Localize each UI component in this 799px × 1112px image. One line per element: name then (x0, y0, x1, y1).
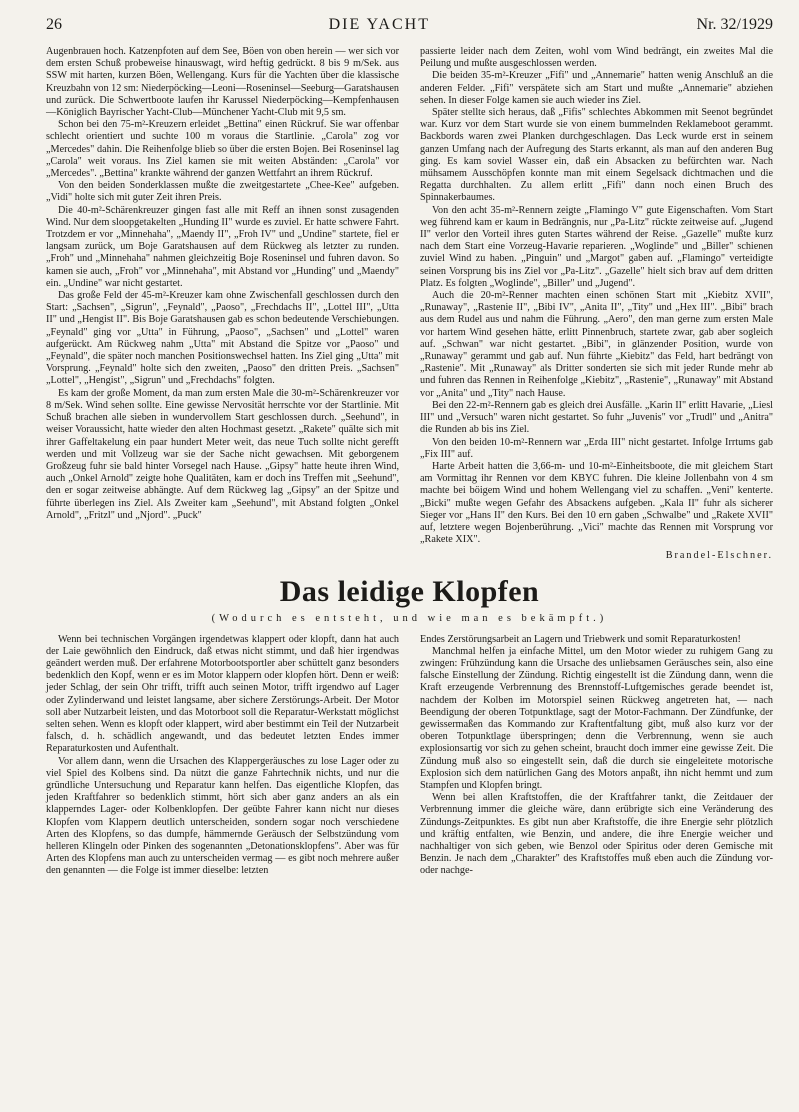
paragraph: passierte leider nach dem Zeiten, wohl vom Wind bedrängt, ein zweites Mal die Peilung und mußte ausgeschlossen werden. (420, 46, 773, 70)
paragraph: Von den beiden 10-m²-Rennern war „Erda III" nicht gestartet. Infolge Irrtums gab „Fix III" auf. (420, 436, 773, 460)
paragraph: Manchmal helfen ja einfache Mittel, um den Motor wieder zu ruhigem Gang zu zwingen: Frühzündung kann die Ursache des unliebsamen Geräusches sein, also eine falsche Einstellung der Zündung. Richtig eingestellt ist die Zündung dann, wenn die Kraft erzeugende Verbrennung des Brennstoff-Luftgemisches gerade beendet ist, nachdem der Kolben im Motorspiel seinen Rückweg angetreten hat, — nach Beendigung der oberen Totpunktlage, sagt der Motor-Fachmann. Der Zündfunke, der gewissermaßen das Kommando zur Kraftentfaltung gibt, muß also kurz vor der oberen Totpunktlage überspringen; denn die Verbrennung, wenn sie auch explosionsartig vor sich zu gehen scheint, braucht doch immer eine gewisse Zeit. Die Zündung muß also so eingestellt sein, daß die durch sie eingeleitete motorische Explosion sich dem natürlichen Gang des Motors anpaßt, ihn nicht hemmt und zum Stampfen und Klopfen bringt. (420, 645, 773, 791)
paragraph: Schon bei den 75-m²-Kreuzern erleidet „Bettina" einen Rückruf. Sie war offenbar schlecht orientiert und suchte 100 m voraus die Startlinie. „Carola" zog vor „Mercedes" dahin. Die Reihenfolge blieb so über die ersten Bojen. Bei Roseninsel lag „Carola" weit voraus. Ins Ziel kamen sie mit weiten Abständen: „Carola" vor „Mercedes". „Bettina" krankte während der ganzen Wettfahrt an ihrem Rückruf. (46, 119, 399, 180)
paragraph: Von den acht 35-m²-Rennern zeigte „Flamingo V" gute Eigenschaften. Vom Start weg führend kam er kaum in Bedrängnis, nur „Pa-Litz" rückte zeitweise auf. „Jugend II" verlor den Vorteil ihres guten Startes während der Reise. „Gazelle" mußte kurz nach dem Start eine Vorzeug-Havarie reparieren. „Woglinde" und „Biller" schienen zuviel Wind zu haben. „Pinguin" und „Margot" gaben auf. „Flamingo" verteidigte seinen Vorsprung bis ins Ziel vor „Pa-Litz". „Gazelle" hielt sich brav auf dem dritten Platz. Es folgten „Woglinde", „Biller" und „Jugend". (420, 204, 773, 289)
page-header (46, 16, 773, 40)
paragraph: Vor allem dann, wenn die Ursachen des Klappergeräusches zu lose Lager oder zu viel Spiel des Kolbens sind. Da nützt die ganze Fahrtechnik nichts, und nur die gründliche Untersuchung und Reparatur kann helfen. Das eigentliche Klopfen, das jeden Kraftfahrer so bedenklich stimmt, hört sich aber ganz anders an als ein klapperndes Lager- oder Kolbenklopfen. Der geübte Fahrer kann nicht nur dieses Klopfen vom Klappern deutlich unterscheiden, sondern sogar noch verschiedene Arten des Klopfens, so das dumpfe, hämmernde Geräusch der Selbstzündung vom helleren Klingeln oder Pinken des sogenannten „Detonationsklopfens". Aber was für Arten des Klopfens man auch zu unterscheiden vermag — es gibt noch mehrere außer den genannten — die Folge ist immer dieselbe: letzten (46, 755, 399, 877)
paragraph: Es kam der große Moment, da man zum ersten Male die 30-m²-Schärenkreuzer vor 8 m/Sek. Wind sehen sollte. Eine gewisse Nervosität herrschte vor der Startlinie. Mit Schuß brachen alle sieben in wundervollem Start geschlossen durch. „Seehund", in weiser Voraussicht, hatte wieder den alten Hochmast gesetzt. „Rakete" quälte sich mit ihrer Gaffeltakelung ein paar hundert Meter weit, das neue Tuch sollte nicht gerefft werden und mit Vollzeug war sie der Sache nicht gewachsen. Mit geborgenem Großzeug fuhr sie bald hinter Vorsegel nach Hause. „Gipsy" hatte heute ihren Wind, auch „Onkel Arnold" zeigte hohe Qualitäten, kam er doch ins Treffen mit „Seehund", den er sogar zeitweise abhängte. Auf dem Rückweg lag „Gipsy" an der Spitze und führte überlegen ins Ziel. Als Zweiter kam „Seehund", mit Abstand folgten „Onkel Arnold", „Fritzl" und „Njord". „Puck" (46, 387, 399, 521)
paragraph: Die 40-m²-Schärenkreuzer gingen fast alle mit Reff an ihnen sonst zusagenden Wind. Nur dem sloopgetakelten „Hunding II" wurde es zuviel. Er hatte schwere Fahrt. Trotzdem er vor „Minnehaha", „Maendy II", „Froh IV" und „Undine" startete, fiel er langsam zurück, um Boje Garatshausen auf dem Rückweg als letzter zu runden. „Froh" und „Minnehaha" nahmen gleichzeitig Boje Roseninsel und fuhren davon. So kamen sie auch, „Froh" vor „Minnehaha", mit Abstand vor „Hunding" und „Maendy" ein. „Undine" war nicht gestartet. (46, 204, 399, 289)
paragraph: Endes Zerstörungsarbeit an Lagern und Triebwerk und somit Reparaturkosten! (420, 633, 741, 645)
race-report-column-right (420, 46, 773, 563)
article-column-right (420, 634, 773, 878)
article-title: Das leidige Klopfen (279, 574, 540, 608)
race-report-column-left (46, 46, 399, 563)
issue-number: Nr. 32/1929 (696, 16, 773, 33)
page-number: 26 (46, 16, 62, 33)
paragraph: Bei den 22-m²-Rennern gab es gleich drei Ausfälle. „Karin II" erlitt Havarie, „Liesl III" und „Versuch" waren nicht gestartet. So fuhr „Juvenis" vor „Trudl" und „Anitra" die Runden ab bis ins Ziel. (420, 399, 773, 436)
paragraph: Später stellte sich heraus, daß „Fifis" schlechtes Abkommen mit Seenot begründet war. Kurz vor dem Start wurde sie von einem bummelnden Reklameboot gerammt. Backbords waren zwei Planken durchgeschlagen. Das Leck wurde erst in seinem ganzen Umfang nach der Aufregung des Starts erkannt, als man auf den anderen Bug ging. Es kam soviel Wasser ein, daß ein Absacken zu befürchten war. Nach mühsamem Ausschöpfen konnte man mit einem Segelsack dichtmachen und die Regatta durchhalten. Zu allem erlitt „Fifi" dann noch einen Bruch des Spinnakerbaumes. (420, 107, 773, 204)
paragraph: Wenn bei allen Kraftstoffen, die der Kraftfahrer tankt, die Zeitdauer der Verbrennung immer die gleiche wäre, dann erübrigte sich eine Veränderung des Zündungs-Zeitpunktes. Es gibt nun aber Kraftstoffe, die ihre Energie sehr plötzlich und kräftig entfalten, wie Benzin, und andere, die ihre Energie weicher und nachhaltiger von sich geben, wie Benzol oder Spiritus oder deren Gemische mit Benzin. Je nach dem „Charakter" des Kraftstoffes muß eben auch die Zündung vor- oder nachge- (420, 792, 773, 877)
race-report (46, 46, 773, 563)
paragraph: Von den beiden Sonderklassen mußte die zweitgestartete „Chee-Kee" aufgeben. „Vidi" holte sich mit guter Zeit ihren Preis. (46, 180, 399, 204)
paragraph: Wenn bei technischen Vorgängen irgendetwas klappert oder klopft, dann hat auch der Laie gewöhnlich den Eindruck, daß etwas nicht stimmt, und daß hier irgendwas geändert werden muß. Der erfahrene Motorbootsportler aber schüttelt ganz besonders bedenklich den Kopf, wenn er es im Motor klappern oder klopfen hört. Denn er weiß: jeder Schlag, der sein Ohr trifft, trifft auch seinen Motor, trifft irgendwo auf Lager oder Zylinderwand und leistet langsame, aber sichere Zerstörungs-Arbeit. Der Motor soll aber Nutzarbeit leisten, und das Motorboot soll die Reparatur-Werkstatt möglichst selten sehen. Wenn es klopft oder klappert, wird aber bestimmt ein Teil der Nutzarbeit falsch, d. h. schädlich angewandt, und das bedeutet letzten Endes immer Reparaturkosten und Aufenthalt. (46, 633, 399, 755)
magazine-title: DIE YACHT (328, 16, 430, 33)
article-column-left (46, 634, 399, 878)
author-signature: Brandel-Elschner. (665, 550, 773, 562)
paragraph: Auch die 20-m²-Renner machten einen schönen Start mit „Kiebitz XVII", „Runaway", „Rastenie II", „Bibi IV", „Anita II", „Tity" und „Hex III". „Bibi" brach aus dem Rudel aus und nahm die Führung. „Aero", den man gerne zum ersten Male vor hartem Wind gesehen hätte, erlitt Pinnenbruch, startete zwar, gab aber sogleich auf. „Schwan" war nicht gestartet. „Bibi", in glänzender Position, wurde von „Runaway" gerammt und gab auf. Nun führte „Kiebitz" das Feld, hart bedrängt von „Rastenie". Mit „Runaway" als Dritter sonderten sie sich mit jeder Runde mehr ab und fuhren das Rennen in Reihenfolge „Kiebitz", „Rastenie", „Runaway" mit Abstand vor „Anita" und „Tity" nach Hause. (420, 290, 773, 399)
paragraph: Die beiden 35-m²-Kreuzer „Fifi" und „Annemarie" hatten wenig Anschluß an die anderen Felder. „Fifi" verspätete sich am Start und mußte „Annemarie" abziehen sehen. In dieser Folge kamen sie auch wieder ins Ziel. (420, 70, 773, 106)
paragraph: Harte Arbeit hatten die 3,66-m- und 10-m²-Einheitsboote, die mit gleichem Start am Vormittag ihr Rennen vor dem KBYC fuhren. Die kleine Jollenbahn von 4 sm machte bei böigem Wind und hohem Wellengang viel zu schaffen. „Veni" kenterte. „Bicki" mußte wegen Gefahr des Absackens aufgeben. „Kala II" fuhr als sicherer Sieger vor „Hans II" den Kurs. Bei den 10 ern gaben „Schwalbe" und „Rakete XVII" auf, letztere wegen Bojenberührung. „Vici" machte das Rennen mit Vorsprung vor „Rakete XIX". (420, 460, 773, 546)
article-body (46, 634, 773, 878)
article-subtitle: (Wodurch es entsteht, und wie man es bekämpft.) (211, 612, 608, 624)
paragraph: Das große Feld der 45-m²-Kreuzer kam ohne Zwischenfall geschlossen durch den Start: „Sachsen", „Sigrun", „Feynald", „Paoso", „Frechdachs II", „Lottel III", „Utta II" und „Hengist II". Bis Boje Garatshausen gab es schon bedeutende Verschiebungen. „Feynald" ging vor „Utta" in Führung, „Paoso", „Sachsen" und „Lottel" waren aufgerückt. Am Rückweg nahm „Utta" mit Abstand die Spitze vor „Paoso" und „Feynald", die später noch manchen Positionswechsel hatten. Ins Ziel ging „Utta" mit Vorsprung. „Feynald" holte sich den zweiten, „Paoso" den dritten Preis. „Sachsen" „Lottel", „Hengist", „Sigrun" und „Frechdachs" folgten. (46, 290, 399, 387)
paragraph: Augenbrauen hoch. Katzenpfoten auf dem See, Böen von oben herein — wer sich vor dem ersten Schuß probeweise hinauswagt, wird heftig gedrückt. 8 bis 9 m/Sek. aus SSW mit harten, kurzen Böen, Wellengang. Kurs für die Yachten über die klassische Kreuzbahn von 12 sm: Niederpöcking—Leoni—Roseninsel—Seeburg—Garatshausen und zurück. Die Schwertboote laufen ihr Karussel Niederpöcking—Kempfenhausen—Königlich Bayrischer Yacht-Club—Münchener Yacht-Club mit 9,5 sm. (46, 46, 399, 119)
